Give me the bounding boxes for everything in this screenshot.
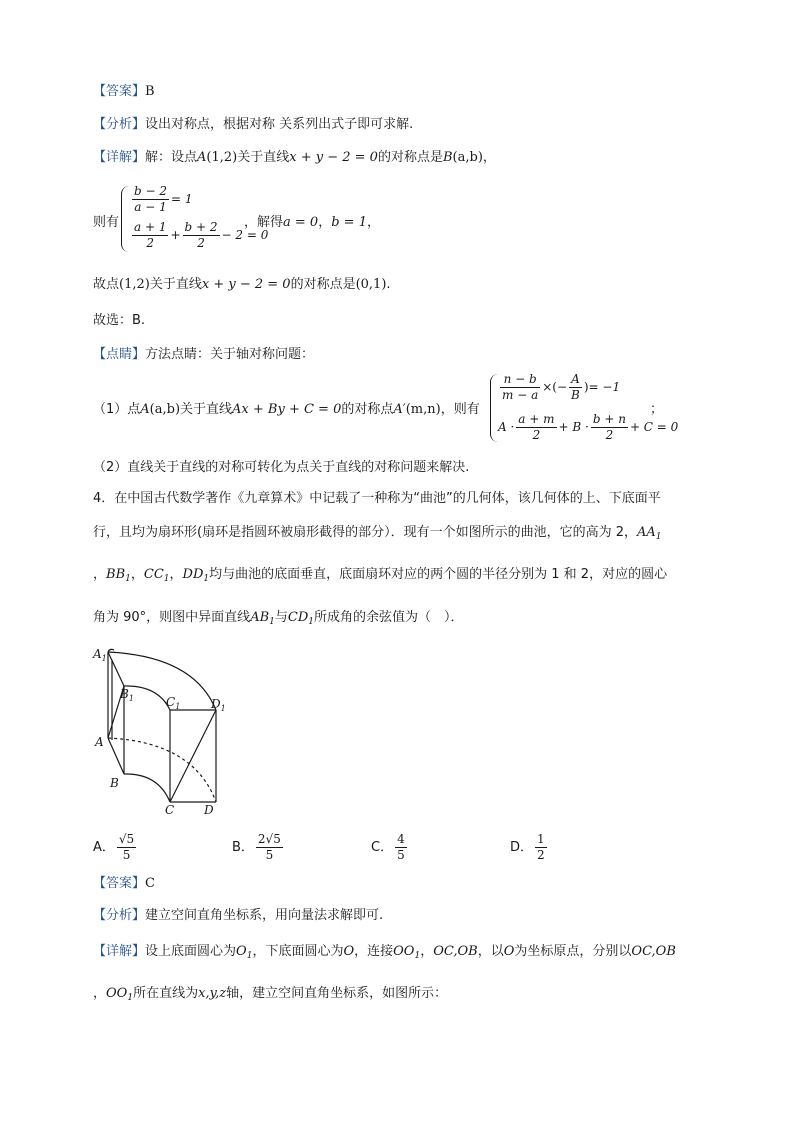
detail-text: 关于直线	[237, 150, 290, 165]
math-point: (1,2)	[206, 150, 238, 165]
svg-text:C1: $C_1$	[166, 695, 181, 711]
system-solution: ，解得a = 0，b = 1，	[244, 215, 380, 230]
detail-line-3: ，$OO_1$所在直线为x,y,z轴，建立空间直角坐标系，如图所示：	[93, 986, 448, 1003]
analysis-text: 设出对称点，根据对称 关系列出式子即可求解.	[145, 117, 414, 132]
option-d[interactable]: D． $\frac{1}{2}$	[510, 832, 545, 862]
rule-1-eq-2: A · $\frac{a + m}{2}$ + B · $\frac{b + n}{2}$ + C = 0	[498, 412, 679, 442]
rule-1-line: （1）点A(a,b)关于直线Ax + By + C = 0的对称点A′(m,n)，则有	[93, 402, 480, 417]
detail-tag: 【详解】	[93, 150, 146, 165]
bottom-inner-arc	[124, 774, 170, 802]
math-B: B	[442, 150, 453, 165]
svg-text:A1: $A_1$	[93, 647, 107, 663]
option-b[interactable]: B． $\frac{2√5}{5}$	[232, 832, 281, 862]
system-intro: 则有	[93, 215, 120, 230]
system-eq-2: $\frac{a + 1}{2}$ + $\frac{b + 2}{2}$ − 2 = 0	[134, 220, 269, 250]
analysis-line-1	[93, 115, 413, 135]
question-4-line-1: 4．在中国古代数学著作《九章算术》中记载了一种称为“曲池”的几何体，该几何体的上、下底面平	[93, 491, 661, 506]
question-4-line-2: 行，且均为扇环形(扇环是指圆环被扇形截得的部分）．现有一个如图所示的曲池，它的高为 2，$AA_1$	[93, 525, 662, 542]
svg-text:D1: $D_1$	[211, 697, 226, 713]
answer-tag: 【答案】	[93, 84, 146, 99]
answer-line-2: 【答案】C	[93, 876, 155, 891]
math-line-eq: x + y − 2 = 0	[289, 150, 378, 165]
detail-text: 的对称点是	[377, 150, 443, 165]
svg-text:D: D	[204, 803, 214, 817]
svg-text:A: A	[95, 735, 104, 749]
rule-2-line: （2）直线关于直线的对称可转化为点关于直线的对称问题来解决.	[93, 460, 470, 475]
analysis-line-2: 【分析】建立空间直角坐标系，用向量法求解即可.	[93, 908, 384, 923]
option-c[interactable]: C． $\frac{4}{5}$	[371, 832, 405, 862]
system-brace	[121, 186, 130, 252]
option-a[interactable]: A． $\frac{√5}{5}$	[93, 832, 135, 862]
detail-line-1	[93, 148, 496, 168]
answer-line-1	[93, 82, 155, 102]
svg-text:B1: $B_1$	[120, 687, 134, 703]
rule-1-eq-1: $\frac{n - b}{m - a}$ ×(− $\frac{A}{B}$ )= −1	[502, 372, 621, 402]
math-A: A	[197, 150, 207, 165]
svg-text:B: B	[110, 776, 119, 790]
answer-value: B	[145, 84, 155, 99]
question-4-line-3: ，$BB_1$，$CC_1$，$DD_1$均与曲池的底面垂直，底面扇环对应的两个圆的半径分别为 1 和 2，对应的圆心	[93, 567, 668, 584]
comment-tag: 【点睛】	[93, 347, 146, 362]
detail-line-2: 【详解】设上底面圆心为$O_1$，下底面圆心为O，连接$OO_1$，OC,OB，以O为坐标原点，分别以OC,OB	[93, 944, 676, 961]
detail-text: 解：设点	[145, 150, 198, 165]
rule-1-semicolon: ；	[650, 402, 664, 417]
svg-text:C: C	[165, 803, 175, 817]
curved-pool-figure	[90, 640, 250, 820]
choose-line: 故选：B.	[93, 313, 146, 328]
segment-CD1	[170, 710, 216, 802]
analysis-tag: 【分析】	[93, 117, 146, 132]
detail-text: ，	[482, 150, 496, 165]
comment-line: 【点睛】方法点睛：关于轴对称问题：	[93, 347, 315, 362]
conclusion-line: 故点(1,2)关于直线x + y − 2 = 0的对称点是(0,1).	[93, 277, 391, 292]
math-point: (a,b)	[452, 150, 483, 165]
question-4-line-4: 角为 90°，则图中异面直线$AB_1$与$CD_1$所成角的余弦值为（ ）．	[93, 610, 464, 627]
system-eq-1: $\frac{b - 2}{a - 1}$ = 1	[134, 184, 193, 214]
